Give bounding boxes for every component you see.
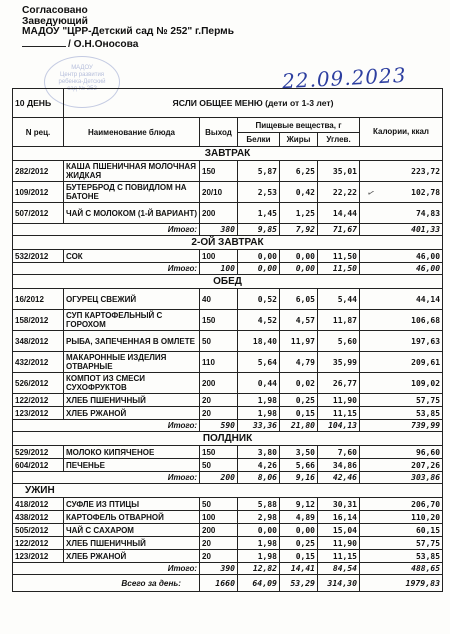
output-cell: 590 bbox=[200, 420, 238, 432]
protein-cell: 1,98 bbox=[238, 407, 280, 420]
subtotal-row bbox=[13, 472, 443, 484]
calories-cell: 53,85 bbox=[360, 407, 443, 420]
dish-cell: СУФЛЕ ИЗ ПТИЦЫ bbox=[64, 498, 200, 511]
protein-cell: 1,98 bbox=[238, 394, 280, 407]
output-cell: 390 bbox=[200, 563, 238, 575]
calories-cell: 102,78 bbox=[360, 182, 443, 203]
carbs-cell: 15,04 bbox=[318, 524, 360, 537]
calories-cell: 197,63 bbox=[360, 331, 443, 352]
protein-cell: 9,85 bbox=[238, 224, 280, 236]
fat-cell: 0,00 bbox=[280, 263, 318, 275]
calories-cell: 401,33 bbox=[360, 224, 443, 236]
recipe-cell: 16/2012 bbox=[13, 289, 64, 310]
carbs-cell: 11,90 bbox=[318, 537, 360, 550]
approval-signer: / О.Н.Оносова bbox=[68, 38, 139, 50]
carbs-cell: 11,87 bbox=[318, 310, 360, 331]
table-row bbox=[13, 161, 443, 182]
carbs-cell: 42,46 bbox=[318, 472, 360, 484]
output-cell: 150 bbox=[200, 446, 238, 459]
section-title: 2-ОЙ ЗАВТРАК bbox=[13, 236, 443, 250]
output-cell: 20 bbox=[200, 537, 238, 550]
recipe-cell: 122/2012 bbox=[13, 394, 64, 407]
recipe-cell: 282/2012 bbox=[13, 161, 64, 182]
protein-cell: 33,36 bbox=[238, 420, 280, 432]
carbs-cell: 11,90 bbox=[318, 394, 360, 407]
carbs-cell: 314,30 bbox=[318, 575, 360, 592]
output-cell: 100 bbox=[200, 511, 238, 524]
table-row bbox=[13, 394, 443, 407]
fat-cell: 0,15 bbox=[280, 550, 318, 563]
fat-cell: 6,25 bbox=[280, 161, 318, 182]
grand-total-label: Всего за день: bbox=[13, 575, 200, 592]
calories-cell: 44,14 bbox=[360, 289, 443, 310]
subtotal-label: Итого: bbox=[13, 224, 200, 236]
fat-cell: 14,41 bbox=[280, 563, 318, 575]
recipe-cell: 418/2012 bbox=[13, 498, 64, 511]
dish-cell: ХЛЕБ ПШЕНИЧНЫЙ bbox=[64, 394, 200, 407]
calories-cell: 74,83 bbox=[360, 203, 443, 224]
protein-cell: 5,64 bbox=[238, 352, 280, 373]
calories-cell: 209,61 bbox=[360, 352, 443, 373]
carbs-cell: 34,86 bbox=[318, 459, 360, 472]
dish-cell: ЧАЙ С МОЛОКОМ (1-Й ВАРИАНТ) bbox=[64, 203, 200, 224]
signature-blank bbox=[22, 38, 66, 47]
carbs-cell: 7,60 bbox=[318, 446, 360, 459]
section-second-breakfast bbox=[13, 236, 443, 250]
dish-cell: ХЛЕБ РЖАНОЙ bbox=[64, 407, 200, 420]
fat-cell: 7,92 bbox=[280, 224, 318, 236]
carbs-cell: 16,14 bbox=[318, 511, 360, 524]
table-row bbox=[13, 498, 443, 511]
calories-cell: 207,26 bbox=[360, 459, 443, 472]
fat-cell: 0,25 bbox=[280, 537, 318, 550]
fat-cell: 5,66 bbox=[280, 459, 318, 472]
protein-cell: 4,26 bbox=[238, 459, 280, 472]
output-cell: 150 bbox=[200, 161, 238, 182]
dish-cell: МОЛОКО КИПЯЧЕНОЕ bbox=[64, 446, 200, 459]
subtotal-label: Итого: bbox=[13, 420, 200, 432]
recipe-cell: 529/2012 bbox=[13, 446, 64, 459]
dish-cell: ПЕЧЕНЬЕ bbox=[64, 459, 200, 472]
col-output: Выход bbox=[200, 118, 238, 147]
calories-cell: 53,85 bbox=[360, 550, 443, 563]
carbs-cell: 11,50 bbox=[318, 263, 360, 275]
dish-cell: МАКАРОННЫЕ ИЗДЕЛИЯ ОТВАРНЫЕ bbox=[64, 352, 200, 373]
column-header-row bbox=[13, 118, 443, 133]
table-row bbox=[13, 446, 443, 459]
recipe-cell: 532/2012 bbox=[13, 250, 64, 263]
fat-cell: 0,02 bbox=[280, 373, 318, 394]
approval-title: Согласовано bbox=[22, 5, 88, 16]
protein-cell: 5,88 bbox=[238, 498, 280, 511]
table-row bbox=[13, 310, 443, 331]
table-row bbox=[13, 352, 443, 373]
carbs-cell: 26,77 bbox=[318, 373, 360, 394]
output-cell: 100 bbox=[200, 250, 238, 263]
grand-total-row bbox=[13, 575, 443, 592]
section-title: УЖИН bbox=[13, 484, 443, 498]
protein-cell: 0,44 bbox=[238, 373, 280, 394]
output-cell: 1660 bbox=[200, 575, 238, 592]
output-cell: 200 bbox=[200, 472, 238, 484]
carbs-cell: 22,22 bbox=[318, 182, 360, 203]
section-title: ЗАВТРАК bbox=[13, 147, 443, 161]
carbs-cell: 35,99 bbox=[318, 352, 360, 373]
protein-cell: 1,98 bbox=[238, 537, 280, 550]
recipe-cell: 122/2012 bbox=[13, 537, 64, 550]
handwritten-date: 22.09.2023 bbox=[281, 62, 408, 94]
fat-cell: 53,29 bbox=[280, 575, 318, 592]
protein-cell: 18,40 bbox=[238, 331, 280, 352]
calories-cell: 46,00 bbox=[360, 250, 443, 263]
fat-cell: 11,97 bbox=[280, 331, 318, 352]
output-cell: 50 bbox=[200, 331, 238, 352]
fat-cell: 9,16 bbox=[280, 472, 318, 484]
calories-cell: 96,60 bbox=[360, 446, 443, 459]
output-cell: 50 bbox=[200, 498, 238, 511]
output-cell: 200 bbox=[200, 373, 238, 394]
table-row bbox=[13, 250, 443, 263]
calories-cell: 60,15 bbox=[360, 524, 443, 537]
output-cell: 200 bbox=[200, 524, 238, 537]
carbs-cell: 35,01 bbox=[318, 161, 360, 182]
approval-signature-line bbox=[22, 38, 234, 51]
output-cell: 100 bbox=[200, 263, 238, 275]
col-protein: Белки bbox=[238, 133, 280, 147]
protein-cell: 0,00 bbox=[238, 524, 280, 537]
protein-cell: 2,98 bbox=[238, 511, 280, 524]
calories-cell: 57,75 bbox=[360, 394, 443, 407]
recipe-cell: 432/2012 bbox=[13, 352, 64, 373]
protein-cell: 3,80 bbox=[238, 446, 280, 459]
protein-cell: 2,53 bbox=[238, 182, 280, 203]
col-dish-name: Наименование блюда bbox=[64, 118, 200, 147]
col-fat: Жиры bbox=[280, 133, 318, 147]
col-nutrients: Пищевые вещества, г bbox=[238, 118, 360, 133]
table-header-row bbox=[13, 89, 443, 118]
table-row bbox=[13, 203, 443, 224]
fat-cell: 0,00 bbox=[280, 250, 318, 263]
recipe-cell: 604/2012 bbox=[13, 459, 64, 472]
table-row bbox=[13, 537, 443, 550]
fat-cell: 0,42 bbox=[280, 182, 318, 203]
dish-cell: БУТЕРБРОД С ПОВИДЛОМ НА БАТОНЕ bbox=[64, 182, 200, 203]
carbs-cell: 11,15 bbox=[318, 550, 360, 563]
col-calories: Калории, ккал bbox=[360, 118, 443, 147]
output-cell: 20/10 bbox=[200, 182, 238, 203]
table-row bbox=[13, 407, 443, 420]
fat-cell: 1,25 bbox=[280, 203, 318, 224]
recipe-cell: 158/2012 bbox=[13, 310, 64, 331]
recipe-cell: 123/2012 bbox=[13, 550, 64, 563]
fat-cell: 4,57 bbox=[280, 310, 318, 331]
dish-cell: ЧАЙ С САХАРОМ bbox=[64, 524, 200, 537]
subtotal-label: Итого: bbox=[13, 563, 200, 575]
approval-position: Заведующий bbox=[22, 15, 88, 27]
col-recipe: N рец. bbox=[13, 118, 64, 147]
protein-cell: 0,52 bbox=[238, 289, 280, 310]
dish-cell: КАРТОФЕЛЬ ОТВАРНОЙ bbox=[64, 511, 200, 524]
dish-cell: СОК bbox=[64, 250, 200, 263]
output-cell: 150 bbox=[200, 310, 238, 331]
recipe-cell: 438/2012 bbox=[13, 511, 64, 524]
protein-cell: 1,45 bbox=[238, 203, 280, 224]
output-cell: 110 bbox=[200, 352, 238, 373]
subtotal-row bbox=[13, 563, 443, 575]
fat-cell: 6,05 bbox=[280, 289, 318, 310]
table-row bbox=[13, 373, 443, 394]
calories-cell: 206,70 bbox=[360, 498, 443, 511]
stamp-seal: МАДОУ Центр развития ребенка-Детский сад № 252 bbox=[44, 56, 120, 108]
approval-organization: МАДОУ "ЦРР-Детский сад № 252" г.Пермь bbox=[22, 26, 234, 38]
menu-title: ЯСЛИ ОБЩЕЕ МЕНЮ (дети от 1-3 лет) bbox=[64, 89, 443, 118]
calories-cell: 739,99 bbox=[360, 420, 443, 432]
calories-cell: 488,65 bbox=[360, 563, 443, 575]
carbs-cell: 5,60 bbox=[318, 331, 360, 352]
fat-cell: 3,50 bbox=[280, 446, 318, 459]
output-cell: 40 bbox=[200, 289, 238, 310]
fat-cell: 0,00 bbox=[280, 524, 318, 537]
protein-cell: 64,09 bbox=[238, 575, 280, 592]
carbs-cell: 11,50 bbox=[318, 250, 360, 263]
table-row bbox=[13, 289, 443, 310]
calories-cell: 46,00 bbox=[360, 263, 443, 275]
recipe-cell: 348/2012 bbox=[13, 331, 64, 352]
protein-cell: 8,06 bbox=[238, 472, 280, 484]
fat-cell: 4,79 bbox=[280, 352, 318, 373]
subtotal-row bbox=[13, 224, 443, 236]
protein-cell: 0,00 bbox=[238, 250, 280, 263]
calories-cell: 1979,83 bbox=[360, 575, 443, 592]
calories-cell: 223,72 bbox=[360, 161, 443, 182]
dish-cell: СУП КАРТОФЕЛЬНЫЙ С ГОРОХОМ bbox=[64, 310, 200, 331]
table-row bbox=[13, 182, 443, 203]
protein-cell: 0,00 bbox=[238, 263, 280, 275]
recipe-cell: 109/2012 bbox=[13, 182, 64, 203]
fat-cell: 21,80 bbox=[280, 420, 318, 432]
recipe-cell: 526/2012 bbox=[13, 373, 64, 394]
subtotal-row bbox=[13, 420, 443, 432]
calories-cell: 303,86 bbox=[360, 472, 443, 484]
section-breakfast bbox=[13, 147, 443, 161]
table-row bbox=[13, 459, 443, 472]
menu-table bbox=[12, 88, 443, 592]
output-cell: 20 bbox=[200, 407, 238, 420]
check-mark-icon: ✓ bbox=[365, 187, 377, 200]
section-title: ПОЛДНИК bbox=[13, 432, 443, 446]
carbs-cell: 5,44 bbox=[318, 289, 360, 310]
recipe-cell: 507/2012 bbox=[13, 203, 64, 224]
carbs-cell: 71,67 bbox=[318, 224, 360, 236]
carbs-cell: 84,54 bbox=[318, 563, 360, 575]
fat-cell: 0,25 bbox=[280, 394, 318, 407]
table-row bbox=[13, 331, 443, 352]
output-cell: 20 bbox=[200, 550, 238, 563]
calories-cell: 109,02 bbox=[360, 373, 443, 394]
calories-cell: 57,75 bbox=[360, 537, 443, 550]
dish-cell: ХЛЕБ ПШЕНИЧНЫЙ bbox=[64, 537, 200, 550]
calories-cell: 110,20 bbox=[360, 511, 443, 524]
recipe-cell: 505/2012 bbox=[13, 524, 64, 537]
fat-cell: 0,15 bbox=[280, 407, 318, 420]
protein-cell: 4,52 bbox=[238, 310, 280, 331]
subtotal-label: Итого: bbox=[13, 472, 200, 484]
protein-cell: 1,98 bbox=[238, 550, 280, 563]
section-lunch bbox=[13, 275, 443, 289]
section-title: ОБЕД bbox=[13, 275, 443, 289]
output-cell: 50 bbox=[200, 459, 238, 472]
approval-block bbox=[22, 6, 234, 50]
table-row bbox=[13, 511, 443, 524]
carbs-cell: 14,44 bbox=[318, 203, 360, 224]
carbs-cell: 104,13 bbox=[318, 420, 360, 432]
table-row bbox=[13, 524, 443, 537]
col-carbs: Углев. bbox=[318, 133, 360, 147]
dish-cell: КОМПОТ ИЗ СМЕСИ СУХОФРУКТОВ bbox=[64, 373, 200, 394]
protein-cell: 5,87 bbox=[238, 161, 280, 182]
carbs-cell: 30,31 bbox=[318, 498, 360, 511]
dish-cell: РЫБА, ЗАПЕЧЕННАЯ В ОМЛЕТЕ bbox=[64, 331, 200, 352]
recipe-cell: 123/2012 bbox=[13, 407, 64, 420]
output-cell: 380 bbox=[200, 224, 238, 236]
section-snack bbox=[13, 432, 443, 446]
output-cell: 200 bbox=[200, 203, 238, 224]
section-dinner bbox=[13, 484, 443, 498]
fat-cell: 9,12 bbox=[280, 498, 318, 511]
table-row bbox=[13, 550, 443, 563]
output-cell: 20 bbox=[200, 394, 238, 407]
protein-cell: 12,82 bbox=[238, 563, 280, 575]
day-label: 10 ДЕНЬ bbox=[13, 89, 64, 118]
subtotal-row bbox=[13, 263, 443, 275]
carbs-cell: 11,15 bbox=[318, 407, 360, 420]
dish-cell: ОГУРЕЦ СВЕЖИЙ bbox=[64, 289, 200, 310]
fat-cell: 4,89 bbox=[280, 511, 318, 524]
dish-cell: КАША ПШЕНИЧНАЯ МОЛОЧНАЯ ЖИДКАЯ bbox=[64, 161, 200, 182]
calories-cell: 106,68 bbox=[360, 310, 443, 331]
subtotal-label: Итого: bbox=[13, 263, 200, 275]
dish-cell: ХЛЕБ РЖАНОЙ bbox=[64, 550, 200, 563]
